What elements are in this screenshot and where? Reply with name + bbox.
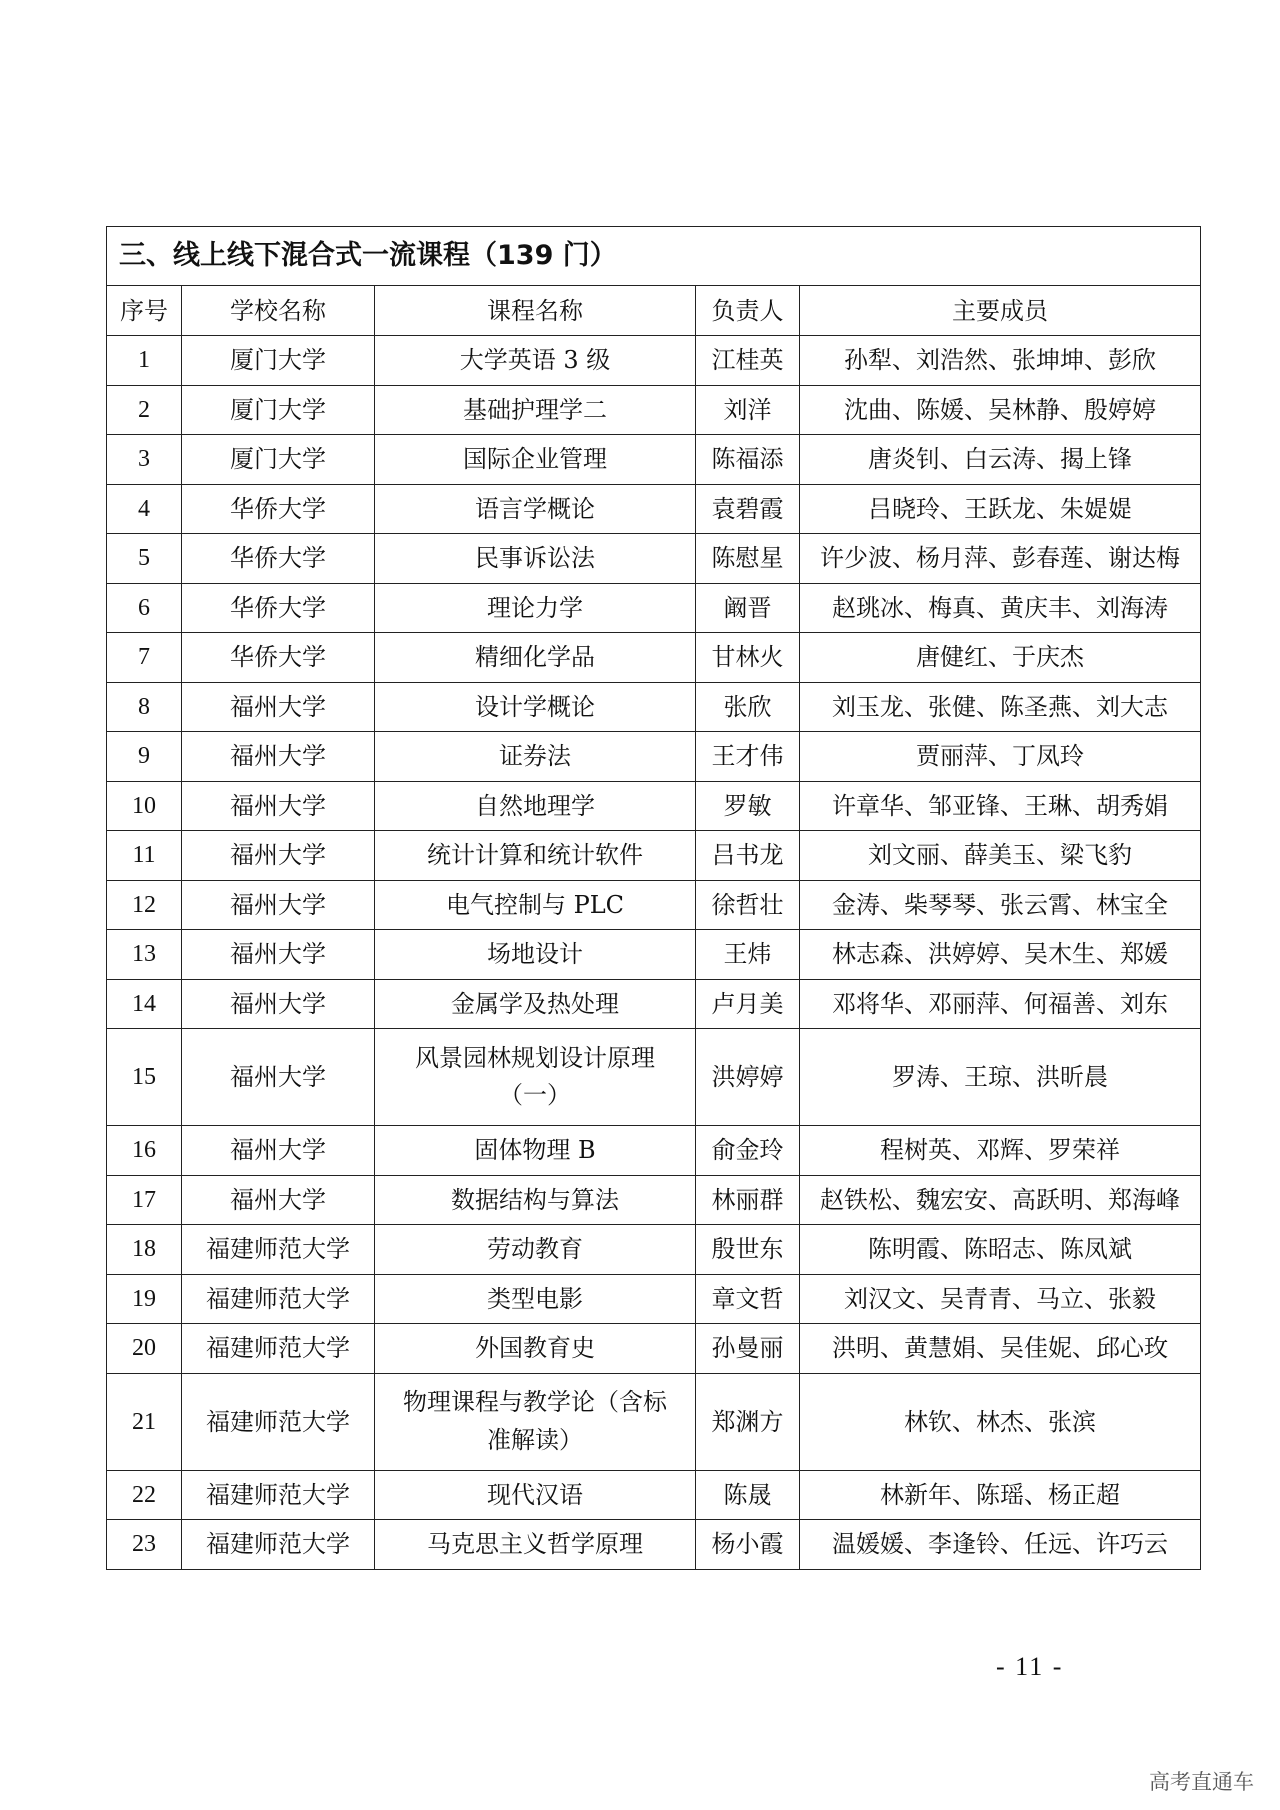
course-name: 类型电影 [375,1274,696,1324]
school-name: 福建师范大学 [182,1373,375,1470]
main-members: 金涛、柴琴琴、张云霄、林宝全 [800,880,1201,930]
table-row [107,1126,1201,1176]
school-name: 福州大学 [182,1175,375,1225]
row-number: 16 [107,1126,182,1176]
course-lead: 王才伟 [696,732,800,782]
row-number: 3 [107,435,182,485]
table-row [107,1029,1201,1126]
main-members: 林新年、陈瑶、杨正超 [800,1470,1201,1520]
main-members: 程树英、邓辉、罗荣祥 [800,1126,1201,1176]
course-name: 理论力学 [375,583,696,633]
table-row [107,831,1201,881]
table-row [107,1324,1201,1374]
main-members: 唐炎钊、白云涛、揭上锋 [800,435,1201,485]
course-lead: 章文哲 [696,1274,800,1324]
row-number: 6 [107,583,182,633]
course-lead: 罗敏 [696,781,800,831]
course-name: 统计计算和统计软件 [375,831,696,881]
row-number: 18 [107,1225,182,1275]
table-row [107,880,1201,930]
header-lead: 负责人 [696,286,800,336]
school-name: 厦门大学 [182,336,375,386]
main-members: 贾丽萍、丁凤玲 [800,732,1201,782]
school-name: 华侨大学 [182,583,375,633]
table-row [107,930,1201,980]
course-lead: 徐哲壮 [696,880,800,930]
main-members: 洪明、黄慧娟、吴佳妮、邱心玫 [800,1324,1201,1374]
row-number: 10 [107,781,182,831]
main-members: 吕晓玲、王跃龙、朱媞媞 [800,484,1201,534]
course-name: 精细化学品 [375,633,696,683]
course-name: 自然地理学 [375,781,696,831]
table-row [107,336,1201,386]
main-members: 唐健红、于庆杰 [800,633,1201,683]
course-lead: 林丽群 [696,1175,800,1225]
row-number: 8 [107,682,182,732]
table-row [107,1470,1201,1520]
row-number: 12 [107,880,182,930]
header-members: 主要成员 [800,286,1201,336]
school-name: 福建师范大学 [182,1225,375,1275]
course-name: 数据结构与算法 [375,1175,696,1225]
course-lead: 郑渊方 [696,1373,800,1470]
course-lead: 袁碧霞 [696,484,800,534]
course-name: 电气控制与 PLC [375,880,696,930]
course-lead: 阚晋 [696,583,800,633]
main-members: 罗涛、王琼、洪昕晨 [800,1029,1201,1126]
row-number: 23 [107,1520,182,1570]
table-row [107,534,1201,584]
course-name: 风景园林规划设计原理（一） [375,1029,696,1126]
school-name: 福州大学 [182,930,375,980]
course-name: 国际企业管理 [375,435,696,485]
row-number: 14 [107,979,182,1029]
table-row [107,1373,1201,1470]
table-row [107,979,1201,1029]
course-lead: 杨小霞 [696,1520,800,1570]
table-row [107,1175,1201,1225]
table-row [107,781,1201,831]
section-title-row [107,227,1201,286]
course-lead: 刘洋 [696,385,800,435]
school-name: 福建师范大学 [182,1274,375,1324]
course-lead: 殷世东 [696,1225,800,1275]
school-name: 福州大学 [182,979,375,1029]
course-lead: 甘林火 [696,633,800,683]
table-row [107,732,1201,782]
header-school: 学校名称 [182,286,375,336]
course-name: 物理课程与教学论（含标准解读） [375,1373,696,1470]
table-row [107,583,1201,633]
main-members: 刘玉龙、张健、陈圣燕、刘大志 [800,682,1201,732]
school-name: 华侨大学 [182,633,375,683]
school-name: 福建师范大学 [182,1470,375,1520]
school-name: 福建师范大学 [182,1324,375,1374]
school-name: 华侨大学 [182,534,375,584]
course-name: 大学英语 3 级 [375,336,696,386]
table-row [107,1225,1201,1275]
course-lead: 孙曼丽 [696,1324,800,1374]
course-name: 证券法 [375,732,696,782]
row-number: 15 [107,1029,182,1126]
course-lead: 王炜 [696,930,800,980]
row-number: 2 [107,385,182,435]
course-name: 马克思主义哲学原理 [375,1520,696,1570]
main-members: 赵珧冰、梅真、黄庆丰、刘海涛 [800,583,1201,633]
row-number: 1 [107,336,182,386]
main-members: 沈曲、陈媛、吴林静、殷婷婷 [800,385,1201,435]
school-name: 福州大学 [182,880,375,930]
course-name: 固体物理 B [375,1126,696,1176]
header-course: 课程名称 [375,286,696,336]
row-number: 4 [107,484,182,534]
course-lead: 张欣 [696,682,800,732]
row-number: 9 [107,732,182,782]
main-members: 许少波、杨月萍、彭春莲、谢达梅 [800,534,1201,584]
course-name: 基础护理学二 [375,385,696,435]
row-number: 13 [107,930,182,980]
main-members: 温媛媛、李逢铃、任远、许巧云 [800,1520,1201,1570]
school-name: 厦门大学 [182,385,375,435]
school-name: 福州大学 [182,732,375,782]
main-members: 邓将华、邓丽萍、何福善、刘东 [800,979,1201,1029]
course-name: 金属学及热处理 [375,979,696,1029]
main-members: 赵铁松、魏宏安、高跃明、郑海峰 [800,1175,1201,1225]
table-row [107,435,1201,485]
course-lead: 陈晟 [696,1470,800,1520]
watermark: 高考直通车 [1149,1770,1254,1794]
course-name: 场地设计 [375,930,696,980]
course-name: 语言学概论 [375,484,696,534]
main-members: 刘汉文、吴青青、马立、张毅 [800,1274,1201,1324]
school-name: 福建师范大学 [182,1520,375,1570]
course-name: 设计学概论 [375,682,696,732]
course-name: 现代汉语 [375,1470,696,1520]
main-members: 林钦、林杰、张滨 [800,1373,1201,1470]
course-name: 民事诉讼法 [375,534,696,584]
school-name: 福州大学 [182,1029,375,1126]
course-lead: 陈福添 [696,435,800,485]
page-number: - 11 - [996,1652,1064,1681]
table-row [107,484,1201,534]
row-number: 7 [107,633,182,683]
row-number: 19 [107,1274,182,1324]
school-name: 厦门大学 [182,435,375,485]
school-name: 福州大学 [182,781,375,831]
row-number: 11 [107,831,182,881]
table-row [107,682,1201,732]
course-name: 劳动教育 [375,1225,696,1275]
main-members: 许章华、邹亚锋、王琳、胡秀娟 [800,781,1201,831]
school-name: 福州大学 [182,1126,375,1176]
school-name: 福州大学 [182,831,375,881]
school-name: 华侨大学 [182,484,375,534]
course-lead: 俞金玲 [696,1126,800,1176]
table-row [107,385,1201,435]
school-name: 福州大学 [182,682,375,732]
main-members: 林志森、洪婷婷、吴木生、郑媛 [800,930,1201,980]
course-name: 外国教育史 [375,1324,696,1374]
table-row [107,633,1201,683]
course-lead: 洪婷婷 [696,1029,800,1126]
main-members: 陈明霞、陈昭志、陈凤斌 [800,1225,1201,1275]
main-members: 刘文丽、薛美玉、梁飞豹 [800,831,1201,881]
main-members: 孙犁、刘浩然、张坤坤、彭欣 [800,336,1201,386]
table-header-row [107,286,1201,336]
course-lead: 江桂英 [696,336,800,386]
section-title: 三、线上线下混合式一流课程（139 门） [107,227,1201,286]
row-number: 20 [107,1324,182,1374]
row-number: 5 [107,534,182,584]
table-row [107,1520,1201,1570]
row-number: 17 [107,1175,182,1225]
row-number: 22 [107,1470,182,1520]
course-lead: 吕书龙 [696,831,800,881]
row-number: 21 [107,1373,182,1470]
course-lead: 卢月美 [696,979,800,1029]
course-lead: 陈慰星 [696,534,800,584]
table-row [107,1274,1201,1324]
header-no: 序号 [107,286,182,336]
course-table [106,226,1201,1570]
